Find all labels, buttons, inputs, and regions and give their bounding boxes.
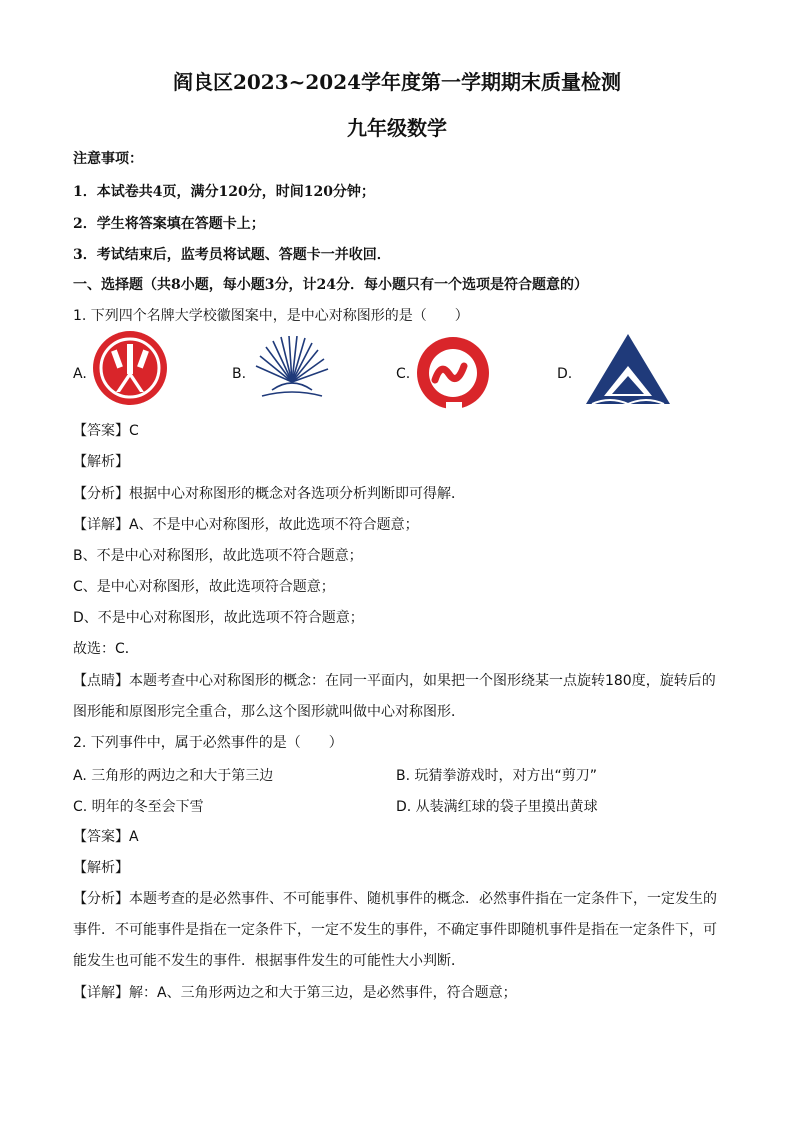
notice-item: 3．考试结束后，监考员将试题、答题卡一并收回． <box>73 247 391 263</box>
answer-line: 【答案】C <box>73 423 139 439</box>
option-label-c: C. <box>396 366 411 382</box>
remark-text: 图形能和原图形完全重合，那么这个图形就叫做中心对称图形． <box>73 704 465 720</box>
triangle-book-logo-icon <box>584 332 672 408</box>
analysis-label: 【解析】 <box>73 860 129 876</box>
analysis-text: 能发生也可能不发生的事件．根据事件发生的可能性大小判断． <box>73 953 465 969</box>
choice-c: C. 明年的冬至会下雪 <box>73 799 204 815</box>
question-stem: 2. 下列事件中，属于必然事件的是（ ） <box>73 735 343 751</box>
detail-text: D、不是中心对称图形，故此选项不符合题意； <box>73 610 364 626</box>
notice-item: 1．本试卷共4页，满分120分，时间120分钟； <box>73 184 375 200</box>
option-label-a: A. <box>73 366 87 382</box>
analysis-text: 【分析】根据中心对称图形的概念对各选项分析判断即可得解． <box>73 486 465 502</box>
wave-circle-logo-icon <box>416 336 490 410</box>
answer-line: 【答案】A <box>73 829 139 845</box>
analysis-text: 事件．不可能事件是指在一定条件下，一定不发生的事件，不确定事件即随机事件是指在一定条件下，可 <box>73 922 717 938</box>
choice-a: A. 三角形的两边之和大于第三边 <box>73 768 274 784</box>
analysis-text: 【分析】本题考查的是必然事件、不可能事件、随机事件的概念．必然事件指在一定条件下，一定发生的 <box>73 891 717 907</box>
page-subtitle: 九年级数学 <box>347 116 447 140</box>
choice-b: B. 玩猜拳游戏时，对方出“剪刀” <box>396 768 598 784</box>
detail-text: C、是中心对称图形，故此选项符合题意； <box>73 579 335 595</box>
detail-text: 【详解】解：A、三角形两边之和大于第三边，是必然事件，符合题意； <box>73 985 517 1001</box>
notice-heading: 注意事项： <box>73 151 143 167</box>
detail-text: 故选：C． <box>73 641 139 657</box>
choice-d: D. 从装满红球的袋子里摸出黄球 <box>396 799 598 815</box>
page-title: 阎良区2023~2024学年度第一学期期末质量检测 <box>172 70 622 94</box>
sunrise-rays-logo-icon <box>254 336 330 398</box>
remark-text: 【点睛】本题考查中心对称图形的概念：在同一平面内，如果把一个图形绕某一点旋转180度，旋转后的 <box>73 673 716 689</box>
question-stem: 1. 下列四个名牌大学校徽图案中，是中心对称图形的是（ ） <box>73 308 469 324</box>
detail-text: 【详解】A、不是中心对称图形，故此选项不符合题意； <box>73 517 419 533</box>
option-label-d: D. <box>557 366 573 382</box>
analysis-label: 【解析】 <box>73 454 129 470</box>
detail-text: B、不是中心对称图形，故此选项不符合题意； <box>73 548 363 564</box>
section-heading: 一、选择题（共8小题，每小题3分，计24分．每小题只有一个选项是符合题意的） <box>73 277 588 293</box>
peking-university-logo-icon <box>92 330 168 406</box>
option-label-b: B. <box>232 366 247 382</box>
notice-item: 2．学生将答案填在答题卡上； <box>73 216 265 232</box>
